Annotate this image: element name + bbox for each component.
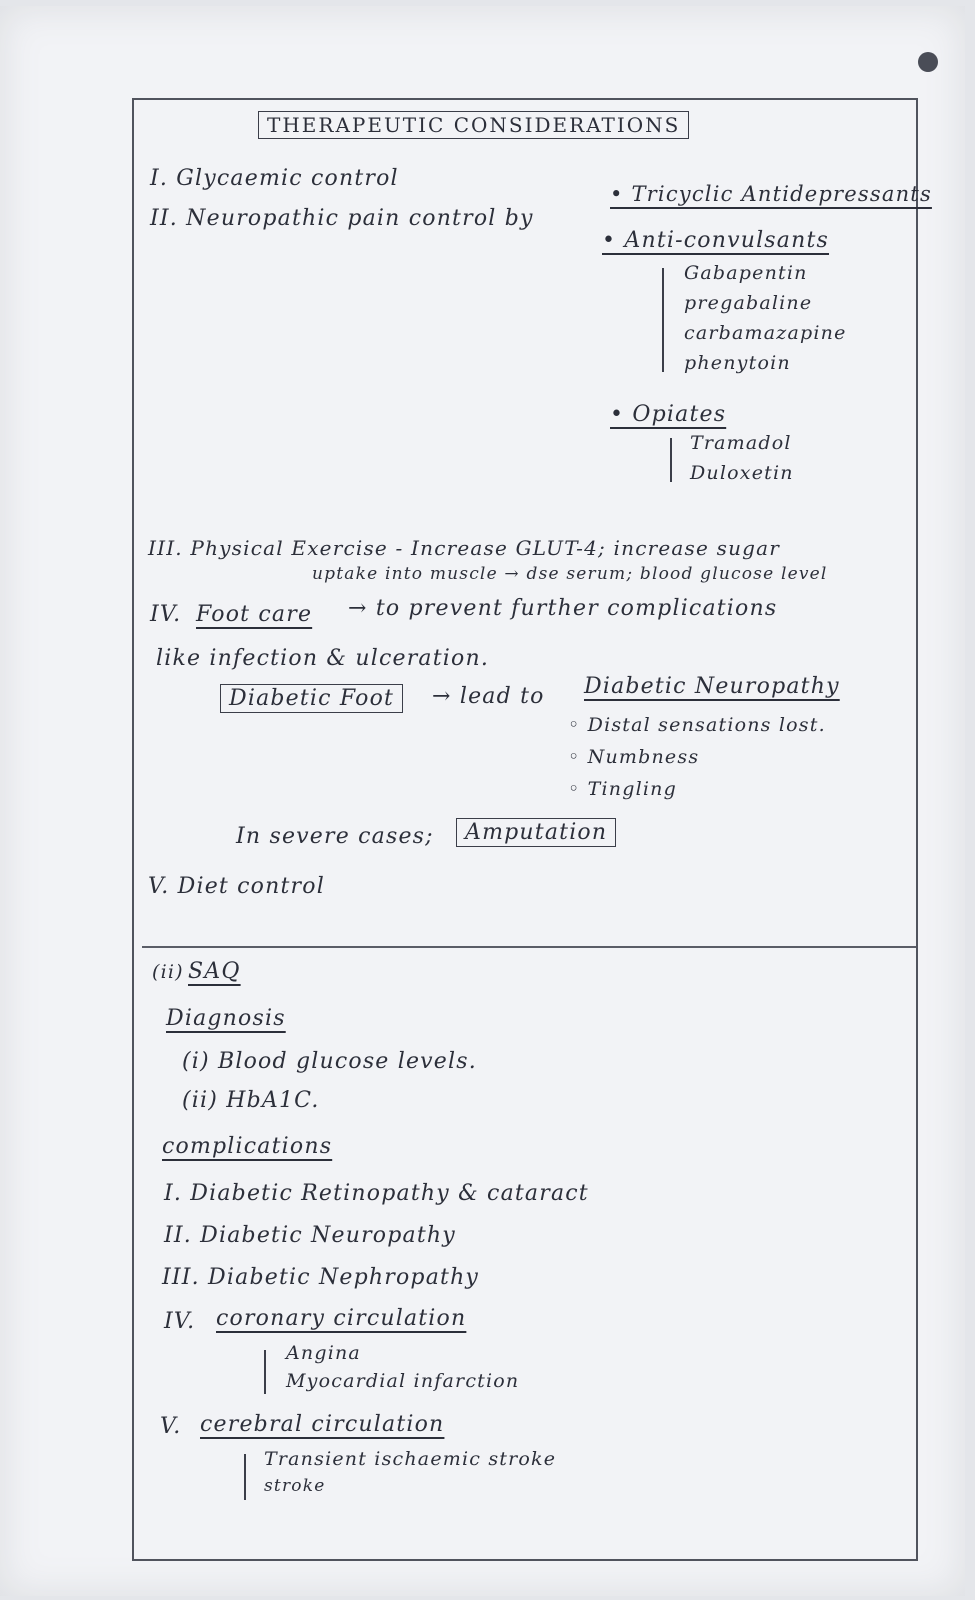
amputation-box: Amputation	[456, 818, 616, 847]
drug-gabapentin: Gabapentin	[684, 262, 808, 284]
physical-exercise-detail: uptake into muscle → dse serum; blood glucose level	[312, 564, 828, 584]
complication-retinopathy: I. Diabetic Retinopathy & cataract	[164, 1181, 589, 1206]
complication-nephropathy: III. Diabetic Nephropathy	[162, 1265, 480, 1290]
cerebral-stroke: stroke	[264, 1476, 326, 1496]
anticonvulsant-brace	[662, 268, 664, 372]
diabetic-foot-box: Diabetic Foot	[220, 684, 403, 713]
diabetic-neuropathy: Diabetic Neuropathy	[584, 674, 840, 699]
coronary-circulation: coronary circulation	[216, 1306, 467, 1331]
lead-to-arrow: → lead to	[432, 684, 545, 709]
cerebral-circulation: cerebral circulation	[200, 1412, 445, 1437]
notebook-page	[0, 6, 965, 1596]
drug-tramadol: Tramadol	[690, 432, 792, 454]
saq-number: (ii)	[152, 961, 184, 983]
page-title: THERAPEUTIC CONSIDERATIONS	[258, 111, 689, 139]
complication-4-number: IV.	[164, 1309, 196, 1334]
symptom-tingling: ◦ Tingling	[568, 778, 677, 800]
opiates: • Opiates	[610, 402, 727, 427]
item-diet-control: V. Diet control	[148, 874, 325, 899]
complications-heading: complications	[162, 1134, 333, 1159]
foot-care-purpose: → to prevent further complications	[348, 596, 778, 621]
symptom-numbness: ◦ Numbness	[568, 746, 700, 768]
saq-heading: SAQ	[188, 959, 241, 984]
item-neuropathic-pain: II. Neuropathic pain control by	[150, 206, 534, 231]
item-foot-care-number: IV.	[150, 602, 182, 627]
coronary-myocardial-infarction: Myocardial infarction	[286, 1370, 520, 1392]
drug-pregabaline: pregabaline	[684, 292, 813, 314]
drug-phenytoin: phenytoin	[684, 352, 791, 374]
drug-carbamazapine: carbamazapine	[684, 322, 847, 344]
symptom-distal-sensations: ◦ Distal sensations lost.	[568, 714, 826, 736]
drug-duloxetin: Duloxetin	[690, 462, 794, 484]
cerebral-brace	[244, 1454, 246, 1500]
foot-care: Foot care	[196, 602, 313, 627]
coronary-angina: Angina	[286, 1342, 361, 1364]
item-glycaemic-control: I. Glycaemic control	[150, 166, 399, 191]
punch-hole	[918, 52, 938, 72]
severe-cases: In severe cases;	[236, 824, 434, 849]
complication-neuropathy: II. Diabetic Neuropathy	[164, 1223, 456, 1248]
cerebral-tia: Transient ischaemic stroke	[264, 1448, 557, 1470]
diagnosis-heading: Diagnosis	[166, 1006, 286, 1031]
opiate-brace	[670, 438, 672, 482]
complication-5-number: V.	[160, 1414, 182, 1439]
item-physical-exercise: III. Physical Exercise - Increase GLUT-4; increase sugar	[148, 536, 781, 560]
diagnosis-hba1c: (ii) HbA1C.	[182, 1088, 320, 1113]
diagnosis-blood-glucose: (i) Blood glucose levels.	[182, 1049, 477, 1074]
foot-care-complications: like infection & ulceration.	[156, 646, 490, 671]
anti-convulsants: • Anti-convulsants	[602, 228, 830, 253]
section-divider	[142, 946, 916, 948]
tricyclic-antidepressants: • Tricyclic Antidepressants	[610, 182, 932, 206]
coronary-brace	[264, 1350, 266, 1394]
